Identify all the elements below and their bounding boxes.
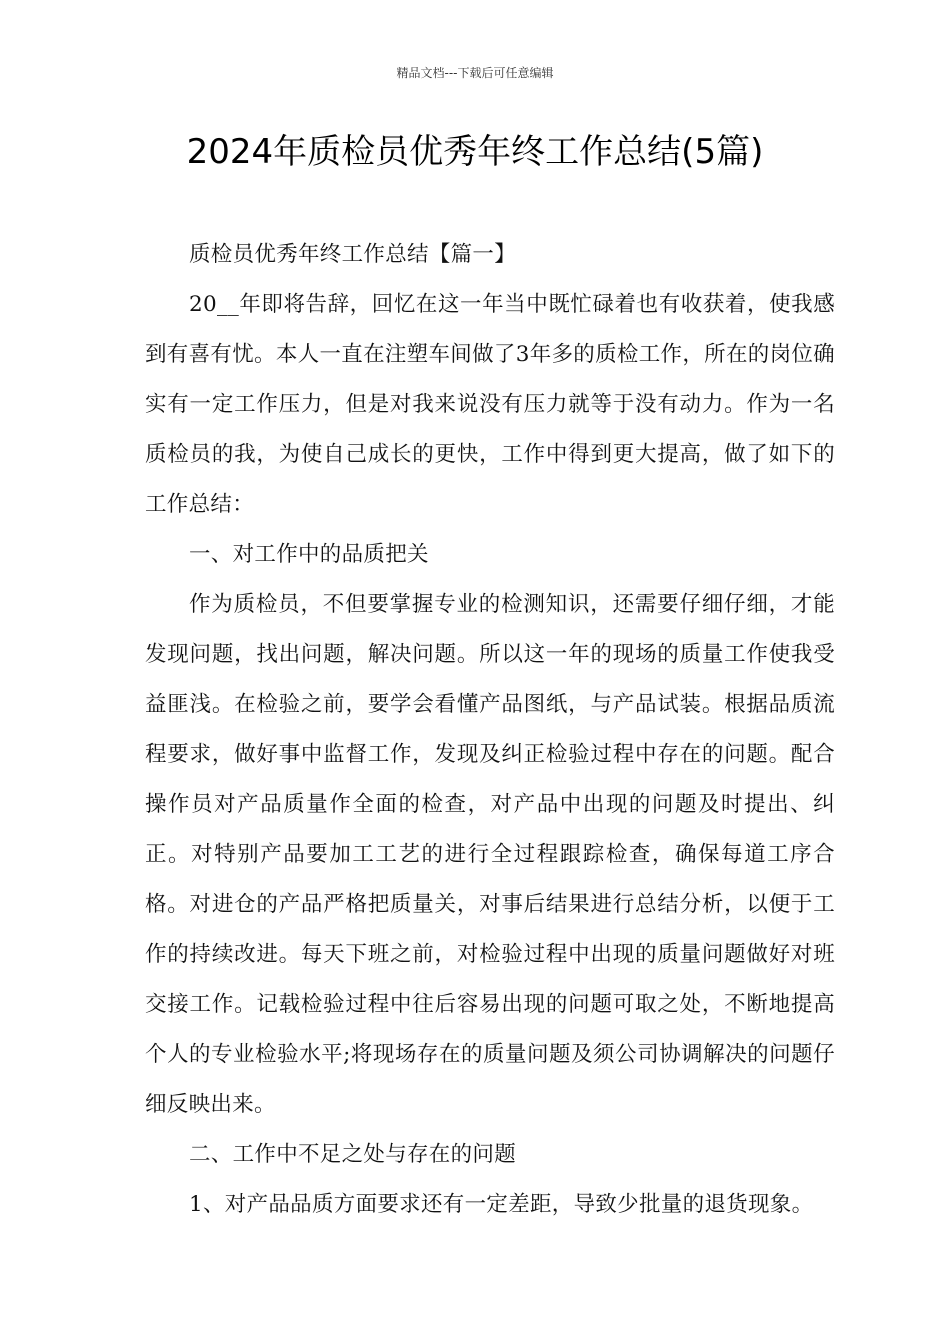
section-heading-shortcomings: 二、工作中不足之处与存在的问题 [189,1142,517,1167]
section-heading-part1: 质检员优秀年终工作总结【篇一】 [189,242,517,267]
document-body [145,230,835,1230]
paragraph-quality-control: 作为质检员，不但要掌握专业的检测知识，还需要仔细仔细，才能发现问题，找出问题，解决问题。所以这一年的现场的质量工作使我受益匪浅。在检验之前，要学会看懂产品图纸，与产品试装。根据品质流程要求，做好事中监督工作，发现及纠正检验过程中存在的问题。配合操作员对产品质量作全面的检查，对产品中出现的问题及时提出、纠正。对特别产品要加工工艺的进行全过程跟踪检查，确保每道工序合格。对进仓的产品严格把质量关，对事后结果进行总结分析，以便于工作的持续改进。每天下班之前，对检验过程中出现的质量问题做好对班交接工作。记载检验过程中往后容易出现的问题可取之处，不断地提高个人的专业检验水平;将现场存在的质量问题及须公司协调解决的问题仔细反映出来。 [145,592,835,1117]
header-note: 精品文档---下载后可任意编辑 [396,66,554,80]
paragraph-shortcoming-1: 1、对产品品质方面要求还有一定差距，导致少批量的退货现象。 [189,1192,814,1217]
paragraph-intro: 20__年即将告辞，回忆在这一年当中既忙碌着也有收获着，使我感到有喜有忧。本人一直在注塑车间做了3年多的质检工作，所在的岗位确实有一定工作压力，但是对我来说没有压力就等于没有动力。作为一名质检员的我，为使自己成长的更快，工作中得到更大提高，做了如下的工作总结： [145,292,835,517]
section-heading-quality-control: 一、对工作中的品质把关 [189,542,429,567]
document-title: 2024年质检员优秀年终工作总结(5篇) [186,132,764,172]
